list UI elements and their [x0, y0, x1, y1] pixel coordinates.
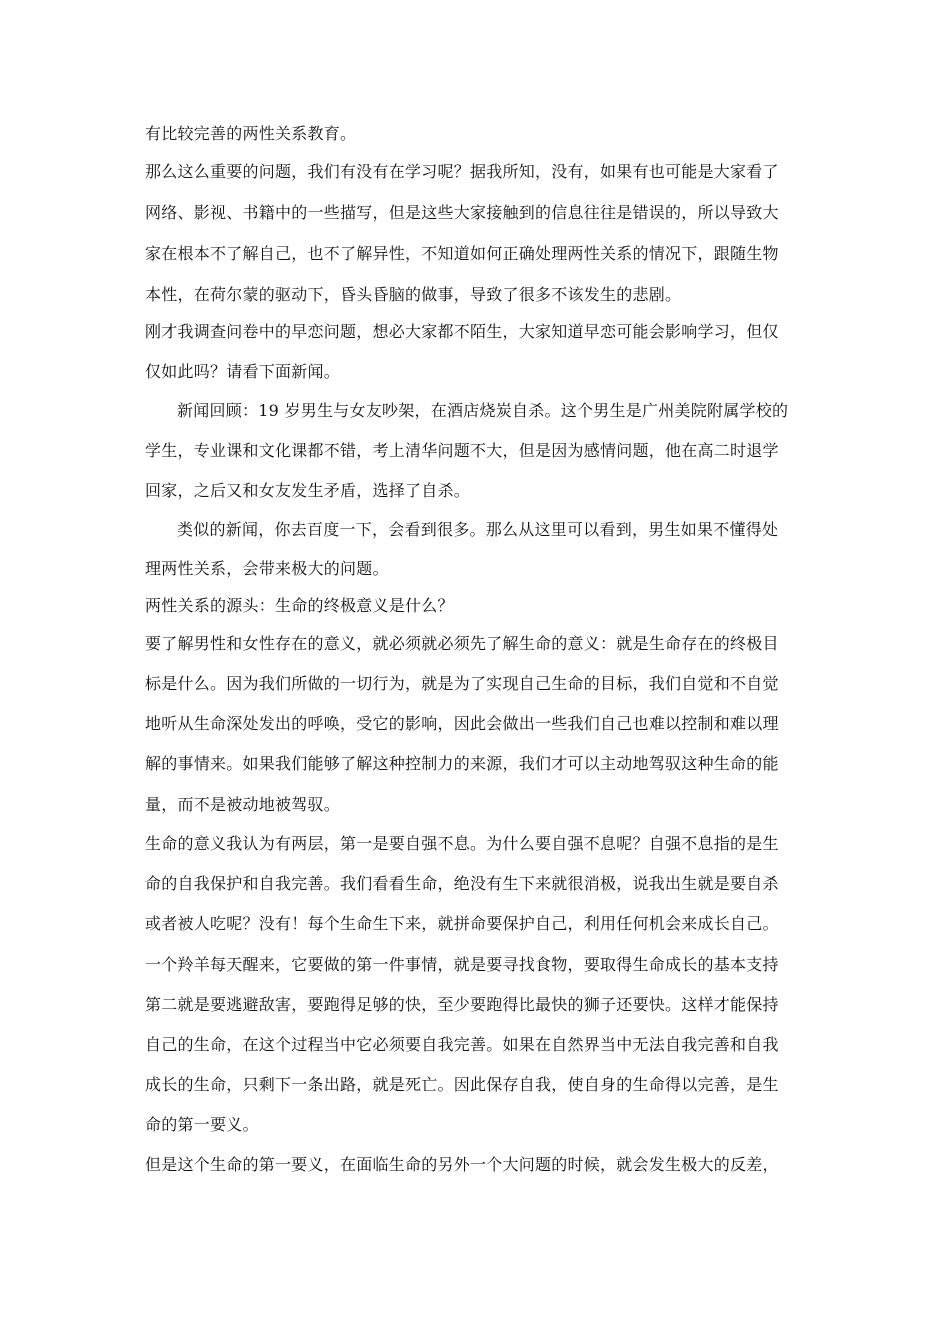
- text-line: 解的事情来。如果我们能够了解这种控制力的来源，我们才可以主动地驾驭这种生命的能: [145, 754, 779, 773]
- text-line: 自己的生命，在这个过程当中它必须要自我完善。如果在自然界当中无法自我完善和自我: [145, 1035, 779, 1054]
- text-line: 学生，专业课和文化课都不错，考上清华问题不大，但是因为感情问题，他在高二时退学: [145, 441, 779, 460]
- text-line: 量，而不是被动地被驾驭。: [145, 795, 341, 814]
- text-line: 第二就是要逃避敌害，要跑得足够的快，至少要跑得比最快的狮子还要快。这样才能保持: [145, 995, 779, 1014]
- text-line: 生命的意义我认为有两层，第一是要自强不息。为什么要自强不息呢？自强不息指的是生: [145, 834, 779, 853]
- section-heading: 两性关系的源头：生命的终极意义是什么？: [145, 596, 454, 615]
- text-line: 标是什么。因为我们所做的一切行为，就是为了实现自己生命的目标，我们自觉和不自觉: [145, 674, 779, 693]
- text-line: 那么这么重要的问题，我们有没有在学习呢？据我所知，没有，如果有也可能是大家看了: [145, 162, 779, 181]
- text-line: 网络、影视、书籍中的一些描写，但是这些大家接触到的信息往往是错误的，所以导致大: [145, 203, 779, 222]
- text-line: 理两性关系，会带来极大的问题。: [145, 559, 389, 578]
- text-line: 地听从生命深处发出的呼唤，受它的影响，因此会做出一些我们自己也难以控制和难以理: [145, 714, 779, 733]
- text-line: 本性，在荷尔蒙的驱动下，昏头昏脑的做事，导致了很多不该发生的悲剧。: [145, 285, 682, 304]
- text-line: 家在根本不了解自己，也不了解异性，不知道如何正确处理两性关系的情况下，跟随生物: [145, 244, 779, 263]
- text-line: 新闻回顾：19 岁男生与女友吵架，在酒店烧炭自杀。这个男生是广州美院附属学校的: [177, 401, 789, 420]
- text-line: 回家，之后又和女友发生矛盾，选择了自杀。: [145, 481, 471, 500]
- text-line: 有比较完善的两性关系教育。: [145, 124, 357, 143]
- text-line: 但是这个生命的第一要义，在面临生命的另外一个大问题的时候，就会发生极大的反差，: [145, 1155, 779, 1174]
- text-line: 类似的新闻，你去百度一下，会看到很多。那么从这里可以看到，男生如果不懂得处: [177, 520, 779, 539]
- text-line: 命的自我保护和自我完善。我们看看生命，绝没有生下来就很消极，说我出生就是要自杀: [145, 874, 779, 893]
- text-line: 一个羚羊每天醒来，它要做的第一件事情，就是要寻找食物，要取得生命成长的基本支持: [145, 955, 779, 974]
- text-line: 仅如此吗？请看下面新闻。: [145, 362, 341, 381]
- text-line: 刚才我调查问卷中的早恋问题，想必大家都不陌生，大家知道早恋可能会影响学习，但仅: [145, 322, 779, 341]
- text-line: 成长的生命，只剩下一条出路，就是死亡。因此保存自我，使自身的生命得以完善，是生: [145, 1075, 779, 1094]
- text-line: 命的第一要义。: [145, 1115, 259, 1134]
- text-line: 要了解男性和女性存在的意义，就必须就必须先了解生命的意义：就是生命存在的终极目: [145, 634, 779, 653]
- text-line: 或者被人吃呢？没有！每个生命生下来，就拼命要保护自己，利用任何机会来成长自己。: [145, 914, 779, 933]
